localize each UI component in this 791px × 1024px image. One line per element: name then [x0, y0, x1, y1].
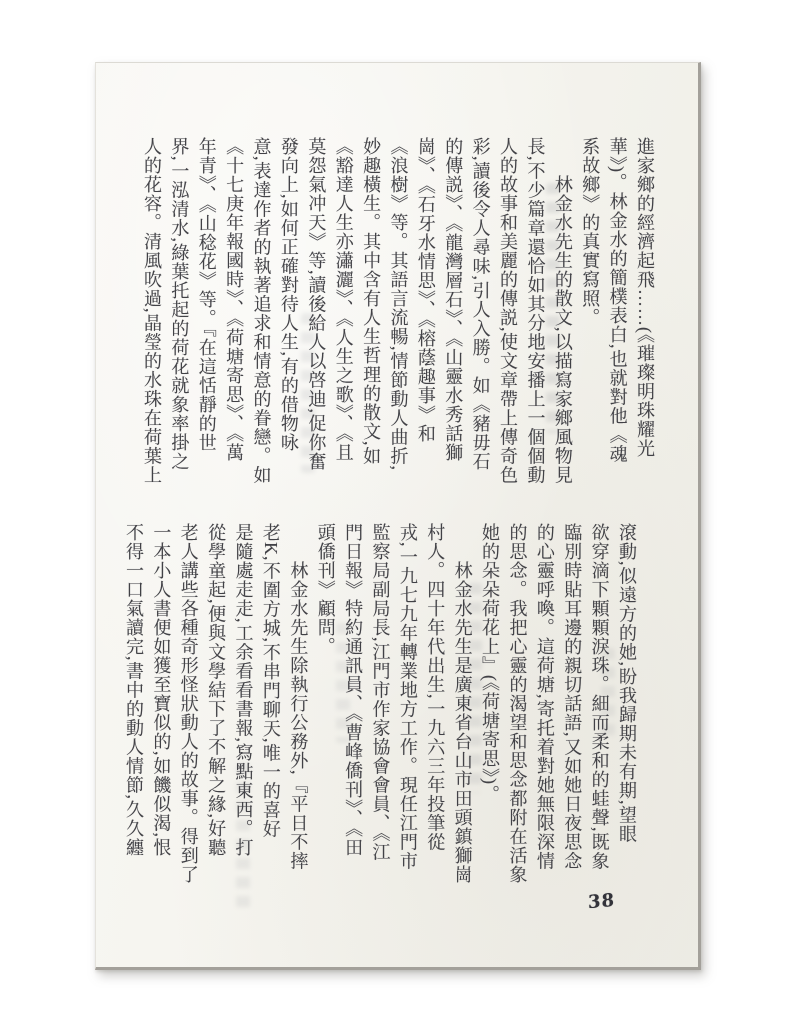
text-column: 她的朵朵荷花上』(《荷塘寄思》)。	[480, 523, 501, 804]
text-column: 妙趣橫生。其中含有人生哲理的散文,如	[361, 137, 382, 466]
text-column: 彩,讀後令人尋味,引人入勝。如《豬毋石	[470, 137, 491, 471]
text-column: 一本小人書便如獲至寶似的,如饑似渴,恨	[151, 523, 172, 857]
text-column: 莫怨氣冲天》等,讀後給人以啓迪,促你奮	[306, 137, 327, 471]
text-column: 村人。四十年代出生,一九六三年投筆從	[425, 523, 446, 852]
text-column: 進家鄉的經濟起飛……(《璀璨明珠耀光	[635, 137, 655, 458]
text-column: 老人講些各種奇形怪狀動人的故事。得到了	[178, 523, 199, 884]
page-number: 38	[587, 889, 616, 914]
text-column: 從學童起,便與文學結下了不解之緣,好聽	[206, 523, 227, 857]
text-column: 監察局副局長,江門市作家協會會員、《江	[370, 523, 391, 862]
text-column: 欲穿滴下顆顆淚珠。細而柔和的蛙聲,既象	[589, 523, 610, 871]
text-column: 人的花容。清風吹過,晶瑩的水珠在荷葉上	[141, 137, 162, 485]
text-column: 崗》、《石牙水情思》、《榕蔭趣事》和	[415, 137, 436, 443]
text-column: 人的故事和美麗的傳説,使文章帶上傳奇色	[498, 137, 519, 485]
text-column: 頭僑刊》顧問。	[315, 523, 336, 656]
text-column: 老K,不圍方城,不串門聊天,唯一的喜好	[260, 523, 281, 839]
text-column: 林金水先生是廣東省台山市田頭鎮獅崗	[452, 523, 473, 884]
text-column: 意,表達作者的執著追求和情意的眷戀。如	[251, 137, 272, 485]
text-column: 戎,一九七九年轉業地方工作。現任江門市	[397, 523, 418, 871]
text-column: 門日報》特約通訊員、《曹峰僑刊》、《田	[343, 523, 364, 857]
text-column: 《豁達人生亦瀟灑》、《人生之歌》、《且	[333, 137, 354, 462]
text-column: 系故鄉》的真實寫照。	[580, 137, 601, 327]
text-column: 是隨處走走,工余看看書報,寫點東西。打	[233, 523, 254, 857]
text-column: 滾動,似遠方的她,盼我歸期未有期,望眼	[617, 523, 637, 844]
text-column: 林金水先生除執行公務外,『平日不摔	[288, 523, 309, 871]
text-column: 不得一口氣讀完,書中的動人情節,久久纏	[123, 523, 144, 857]
text-column: 林金水先生的散文,以描寫家鄉風物見	[552, 137, 573, 485]
text-column: 《浪樹》等。其語言流暢,情節動人曲折,	[388, 137, 409, 471]
text-column: 《十七庚年報國時》、《荷塘寄思》、《萬	[224, 137, 245, 462]
text-column: 長,不少篇章還恰如其分地安播上一個個動	[525, 137, 546, 485]
text-column: 發向上,如何正確對待人生,有的借物咏	[278, 137, 299, 452]
text-column: 的思念。我把心靈的渴望和思念都附在活象	[507, 523, 528, 884]
text-column: 華》)。林金水的簡樸表白,也就對他《魂	[607, 137, 628, 464]
text-column: 的心靈呼喚。這荷塘,寄托着對她無限深情	[534, 523, 555, 871]
text-band-bottom	[120, 523, 640, 909]
scanned-page	[95, 62, 701, 970]
text-column: 臨別時貼耳邊的親切話語,又如她日夜思念	[562, 523, 583, 871]
text-column: 年青》、《山稔花》等。『在這恬靜的世	[196, 137, 217, 452]
text-column: 的傳説》、《龍灣層石》、《山靈水秀話獅	[443, 137, 464, 462]
text-column: 界,一泓清水,綠葉托起的荷花就象率掛之	[169, 137, 190, 471]
text-band-top	[138, 137, 658, 491]
